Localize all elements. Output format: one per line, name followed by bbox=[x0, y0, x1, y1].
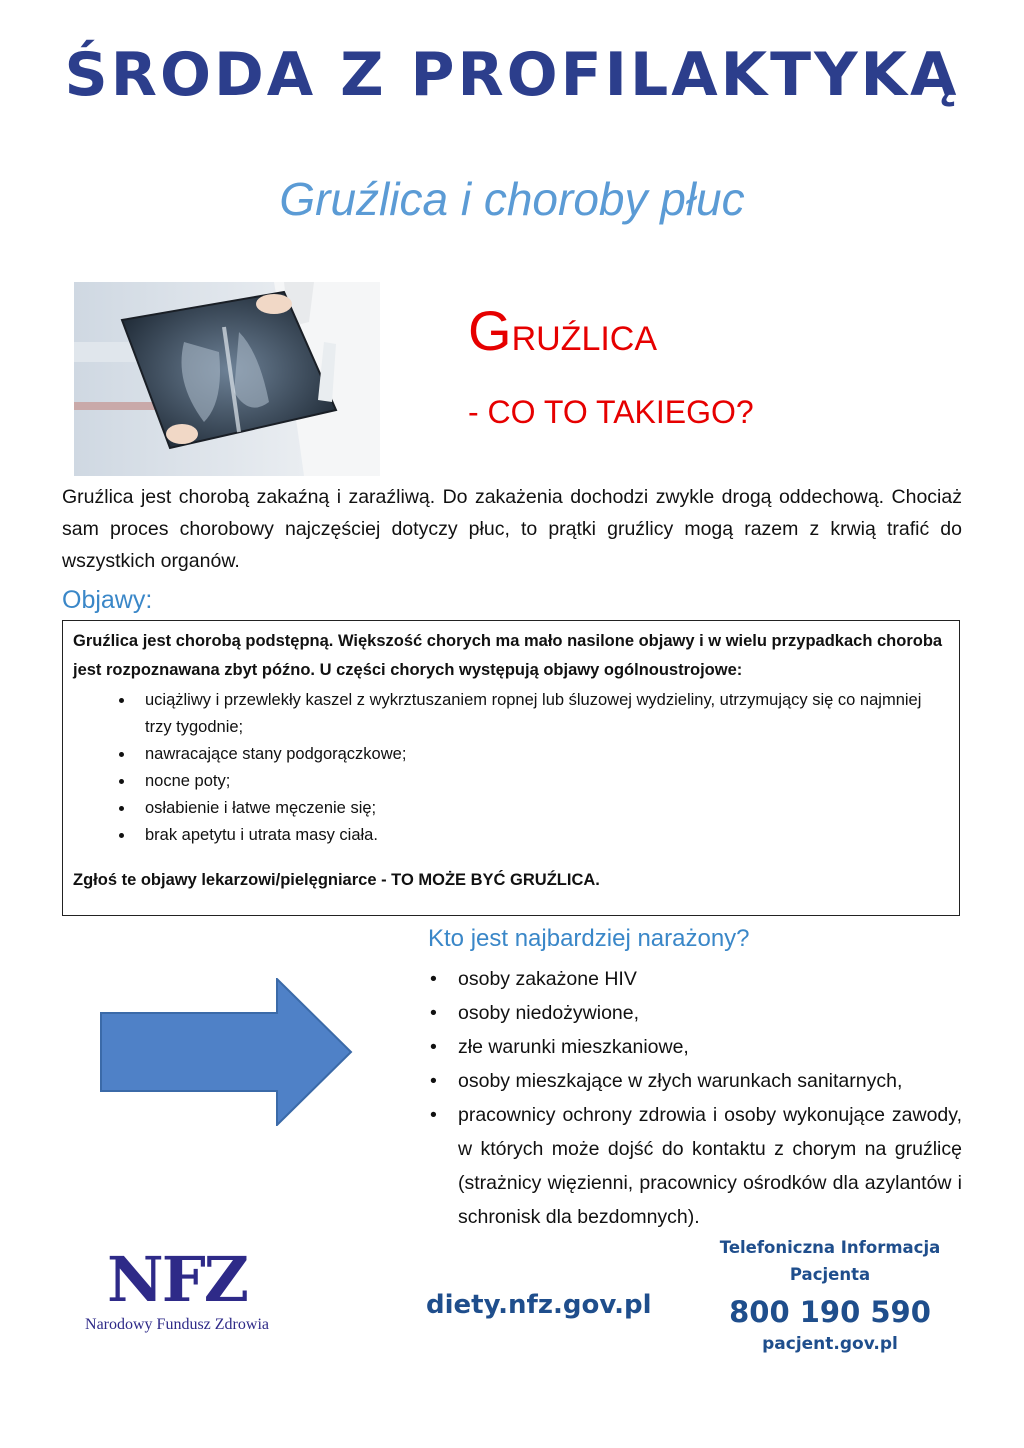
hotline-label-2: Pacjenta bbox=[789, 1265, 871, 1284]
risk-item-text: pracownicy ochrony zdrowia i osoby wykonujące zawody, w których może dojść do kontaktu z chorym na gruźlicę (strażnicy więzienni, pracownicy ośrodków dla azylantów i schronisk dla bezdomnych). bbox=[458, 1104, 962, 1228]
bullet-icon: • bbox=[430, 1002, 437, 1024]
risk-item bbox=[430, 1098, 962, 1234]
arrow-right-icon bbox=[100, 978, 354, 1131]
nfz-logo-letters: NFZ bbox=[107, 1243, 247, 1316]
risk-item-text: osoby niedożywione, bbox=[458, 1002, 640, 1024]
risk-item bbox=[430, 996, 962, 1030]
title-initial: G bbox=[468, 299, 512, 362]
bullet-icon: • bbox=[430, 1070, 437, 1092]
risk-item-text: złe warunki mieszkaniowe, bbox=[458, 1036, 689, 1058]
title-rest: RUŹLICA bbox=[511, 320, 658, 358]
nfz-logo-name: Narodowy Fundusz Zdrowia bbox=[85, 1316, 269, 1333]
risk-item bbox=[430, 962, 962, 996]
diety-link[interactable]: diety.nfz.gov.pl bbox=[426, 1290, 652, 1320]
hotline-phone[interactable]: 800 190 590 bbox=[729, 1295, 931, 1329]
risk-item bbox=[430, 1064, 962, 1098]
symptom-item: • nawracające stany podgorączkowe; bbox=[135, 741, 949, 768]
hotline-label-1: Telefoniczna Informacja bbox=[719, 1238, 941, 1257]
tuberculosis-question: - CO TO TAKIEGO? bbox=[468, 394, 754, 430]
symptom-item: • uciążliwy i przewlekły kaszel z wykrztuszaniem ropnej lub śluzowej wydzieliny, utrzymujący się co najmniej trzy tygodnie; bbox=[135, 687, 949, 741]
symptoms-list bbox=[73, 687, 949, 849]
symptoms-warning: Zgłoś te objawy lekarzowi/pielęgniarce - TO MOŻE BYĆ GRUŹLICA. bbox=[73, 871, 600, 889]
intro-paragraph: Gruźlica jest chorobą zakaźną i zaraźliwą. Do zakażenia dochodzi zwykle drogą oddechową. Chociaż sam proces chorobowy najczęściej dotyczy płuc, to prątki gruźlicy mogą razem z krwią trafić do wszystkich organów. bbox=[62, 486, 962, 572]
risk-list bbox=[430, 962, 962, 1234]
page-subtitle: Gruźlica i choroby płuc bbox=[279, 173, 745, 225]
risk-heading: Kto jest najbardziej narażony? bbox=[428, 925, 750, 952]
symptom-item: • nocne poty; bbox=[135, 768, 949, 795]
pacjent-link[interactable]: pacjent.gov.pl bbox=[762, 1334, 898, 1354]
bullet-icon: • bbox=[430, 1036, 437, 1058]
symptom-item: • brak apetytu i utrata masy ciała. bbox=[135, 822, 949, 849]
tuberculosis-title bbox=[468, 298, 657, 363]
page-header-title: ŚRODA Z PROFILAKTYKĄ bbox=[64, 40, 960, 110]
patient-hotline bbox=[690, 1234, 970, 1354]
symptom-item: • osłabienie i łatwe męczenie się; bbox=[135, 795, 949, 822]
risk-item bbox=[430, 1030, 962, 1064]
xray-photo bbox=[74, 282, 380, 476]
bullet-icon: • bbox=[430, 1104, 437, 1126]
symptoms-heading: Objawy: bbox=[62, 586, 153, 614]
bullet-icon: • bbox=[430, 968, 437, 990]
symptoms-lead: Gruźlica jest chorobą podstępną. Większość chorych ma mało nasilone objawy i w wielu przypadkach choroba jest rozpoznawana zbyt późno. U części chorych występują objawy ogólnoustrojowe: bbox=[73, 632, 943, 679]
risk-item-text: osoby zakażone HIV bbox=[458, 968, 637, 990]
symptoms-box bbox=[62, 620, 960, 916]
risk-item-text: osoby mieszkające w złych warunkach sanitarnych, bbox=[458, 1070, 903, 1092]
nfz-logo bbox=[72, 1243, 282, 1334]
